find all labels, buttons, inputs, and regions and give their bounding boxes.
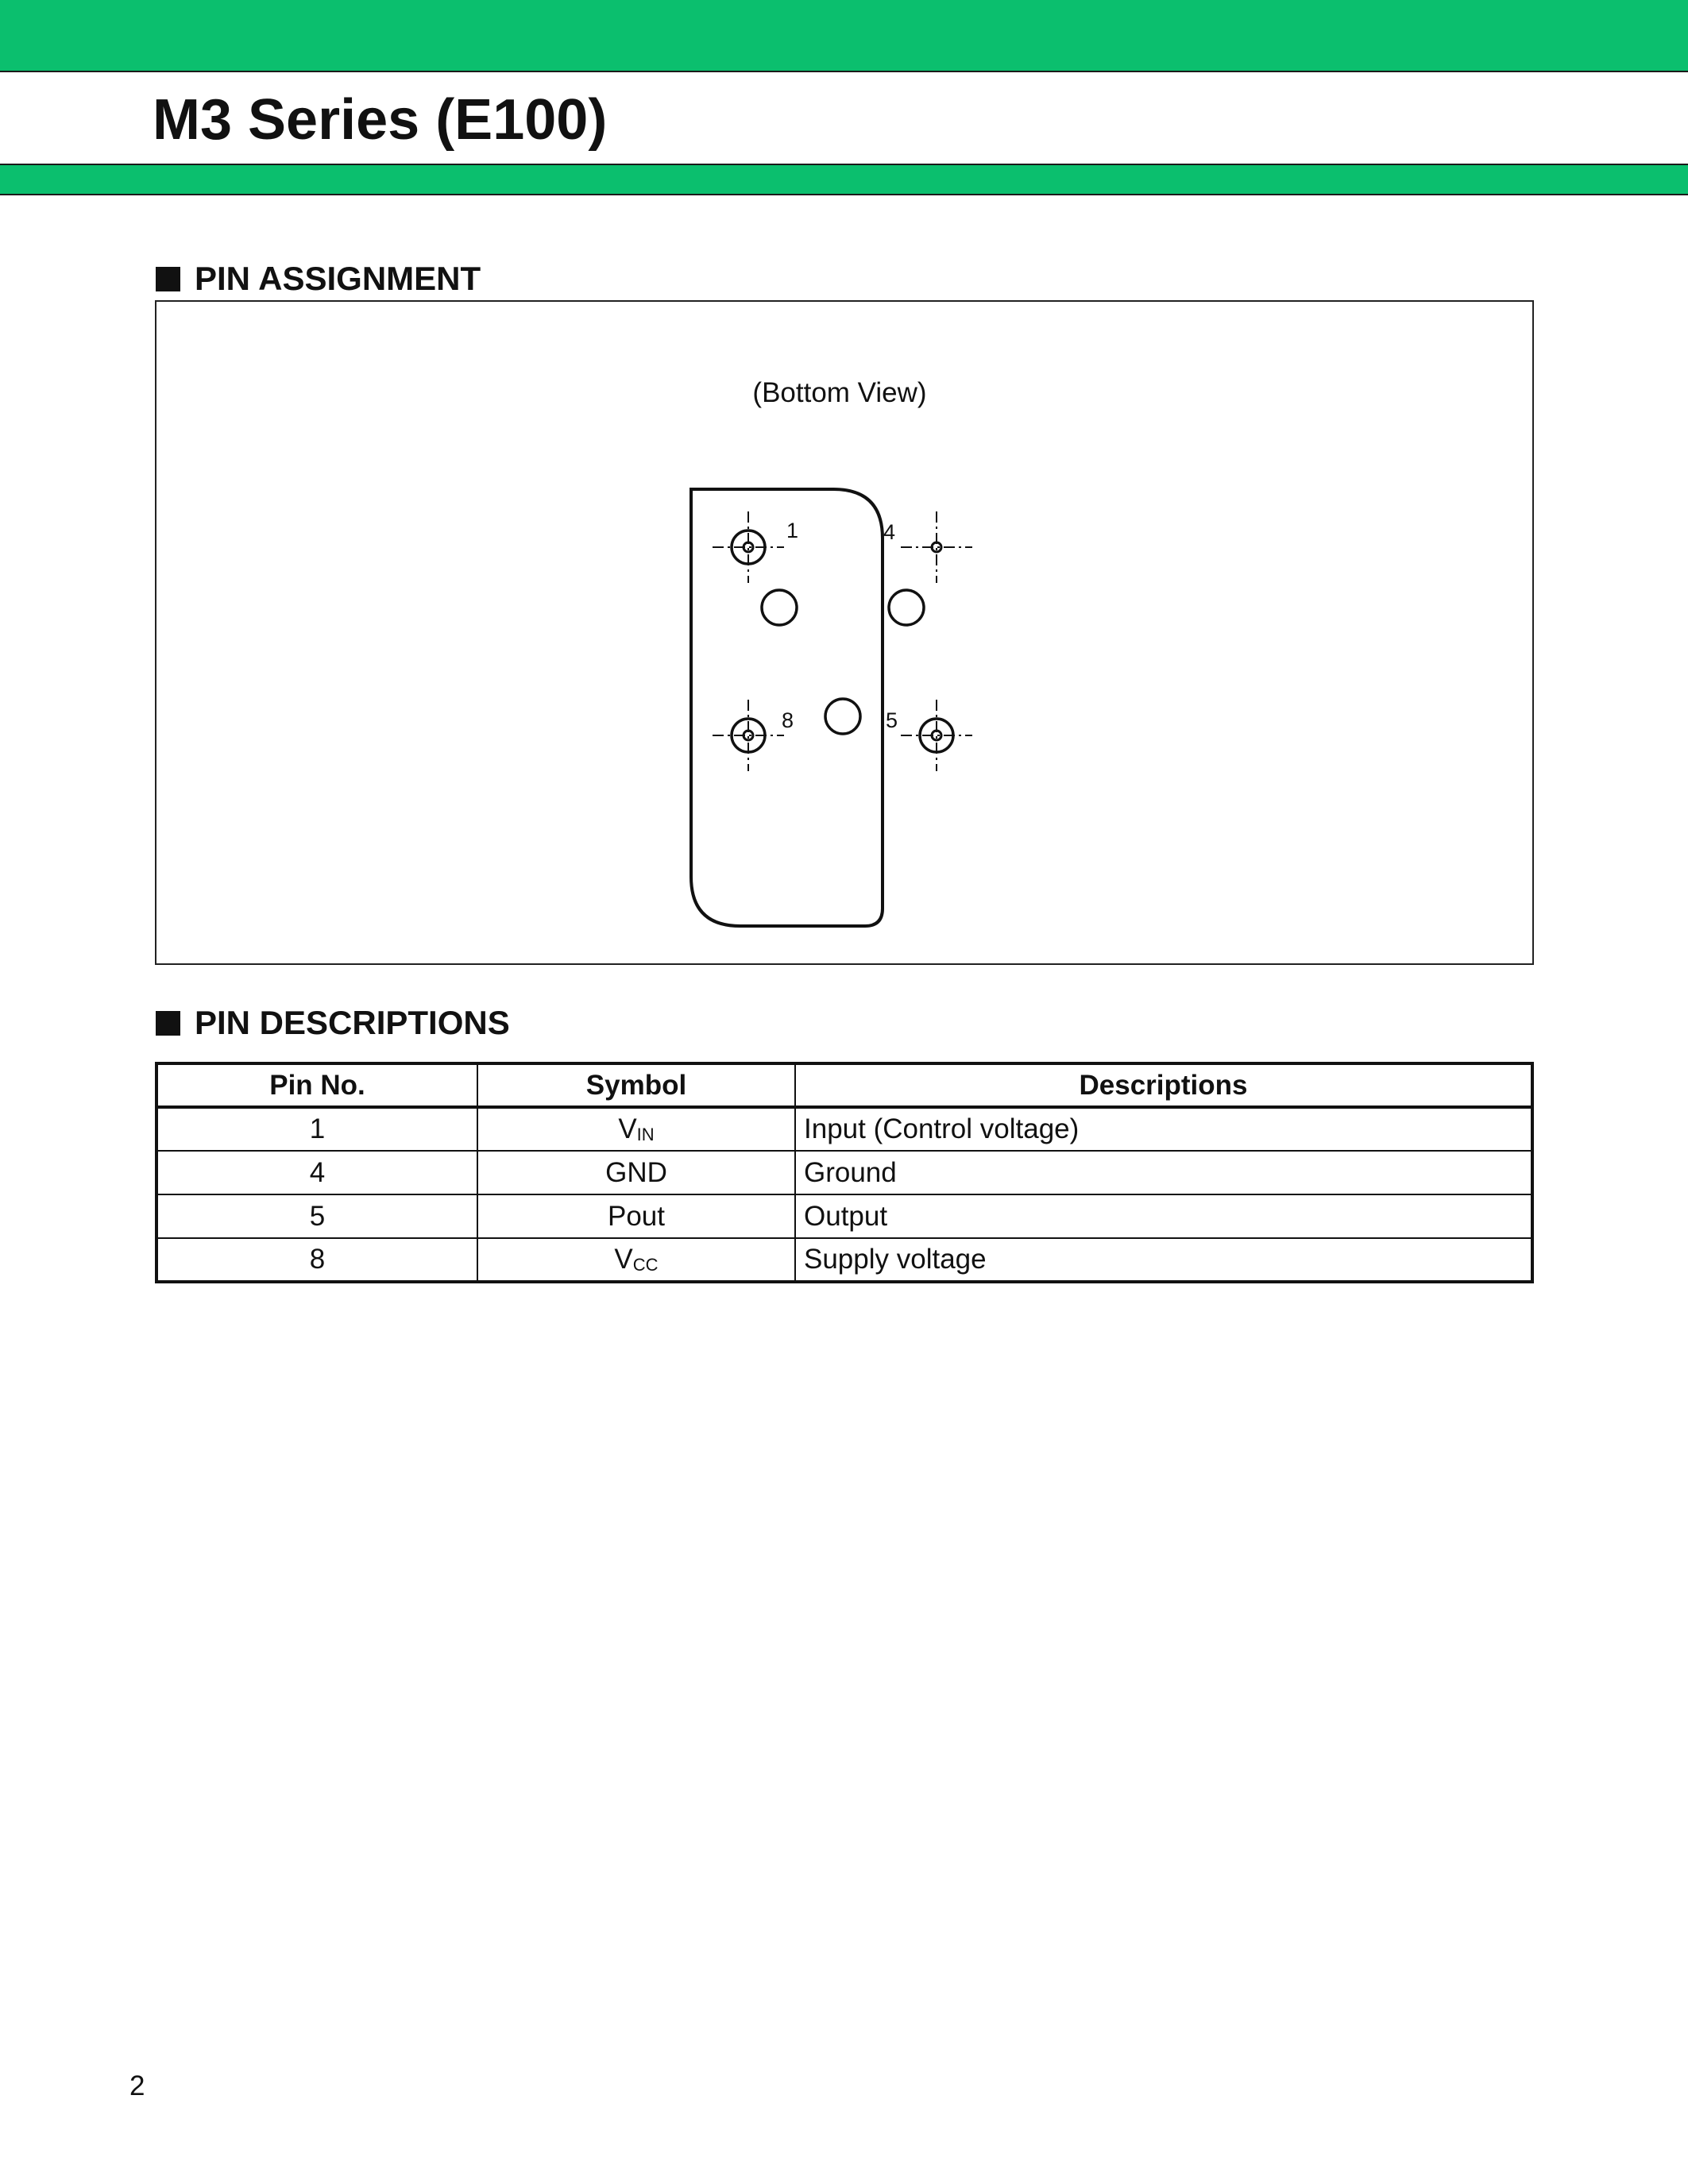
table-row (156, 1151, 1532, 1194)
description-cell: Supply voltage (795, 1238, 1532, 1282)
header-top-band (0, 0, 1688, 72)
header-bottom-band (0, 164, 1688, 195)
pin-number-cell: 5 (156, 1194, 477, 1238)
table-row (156, 1238, 1532, 1282)
pin-number-cell: 8 (156, 1238, 477, 1282)
symbol-cell (477, 1238, 795, 1282)
section-bullet-icon (156, 267, 180, 291)
bottom-view-label: (Bottom View) (752, 377, 927, 408)
pin-5-label: 5 (886, 708, 898, 732)
package-outline (691, 489, 883, 926)
symbol-cell (477, 1107, 795, 1151)
symbol-subscript: CC (632, 1255, 659, 1275)
locator-hole (762, 590, 797, 625)
page-number: 2 (129, 2070, 145, 2101)
pin-number-cell: 4 (156, 1151, 477, 1194)
pin-assignment-heading (156, 259, 481, 299)
pin-1-marker (713, 511, 784, 583)
section-bullet-icon (156, 1011, 180, 1036)
table-row (156, 1107, 1532, 1151)
pin-8-label: 8 (782, 708, 794, 732)
description-cell: Output (795, 1194, 1532, 1238)
pin-descriptions-heading-text: PIN DESCRIPTIONS (195, 1004, 510, 1041)
symbol-cell (477, 1151, 795, 1194)
symbol-cell (477, 1194, 795, 1238)
pin-4-marker (901, 511, 972, 583)
column-header-symbol: Symbol (477, 1063, 795, 1107)
pin-number-cell: 1 (156, 1107, 477, 1151)
description-cell: Ground (795, 1151, 1532, 1194)
symbol-main: V (614, 1244, 633, 1275)
column-header-pin-no: Pin No. (156, 1063, 477, 1107)
document-title: M3 Series (E100) (153, 88, 608, 152)
package-bottom-view-diagram (156, 302, 1532, 963)
symbol-main: Pout (608, 1200, 665, 1232)
pin-descriptions-table (155, 1062, 1534, 1283)
table-header-row (156, 1063, 1532, 1107)
locator-hole (889, 590, 924, 625)
pin-4-label: 4 (883, 520, 896, 544)
pin-1-label: 1 (786, 519, 799, 542)
table-row (156, 1194, 1532, 1238)
pin-assignment-heading-text: PIN ASSIGNMENT (195, 260, 481, 297)
description-cell: Input (Control voltage) (795, 1107, 1532, 1151)
column-header-descriptions: Descriptions (795, 1063, 1532, 1107)
pin-descriptions-heading (156, 1003, 510, 1043)
symbol-main: V (618, 1113, 637, 1144)
locator-hole (825, 699, 860, 734)
symbol-main: GND (605, 1156, 667, 1188)
pin-5-marker (901, 700, 972, 771)
symbol-subscript: IN (636, 1125, 655, 1144)
pin-assignment-box (155, 300, 1534, 965)
pin-8-marker (713, 700, 784, 771)
